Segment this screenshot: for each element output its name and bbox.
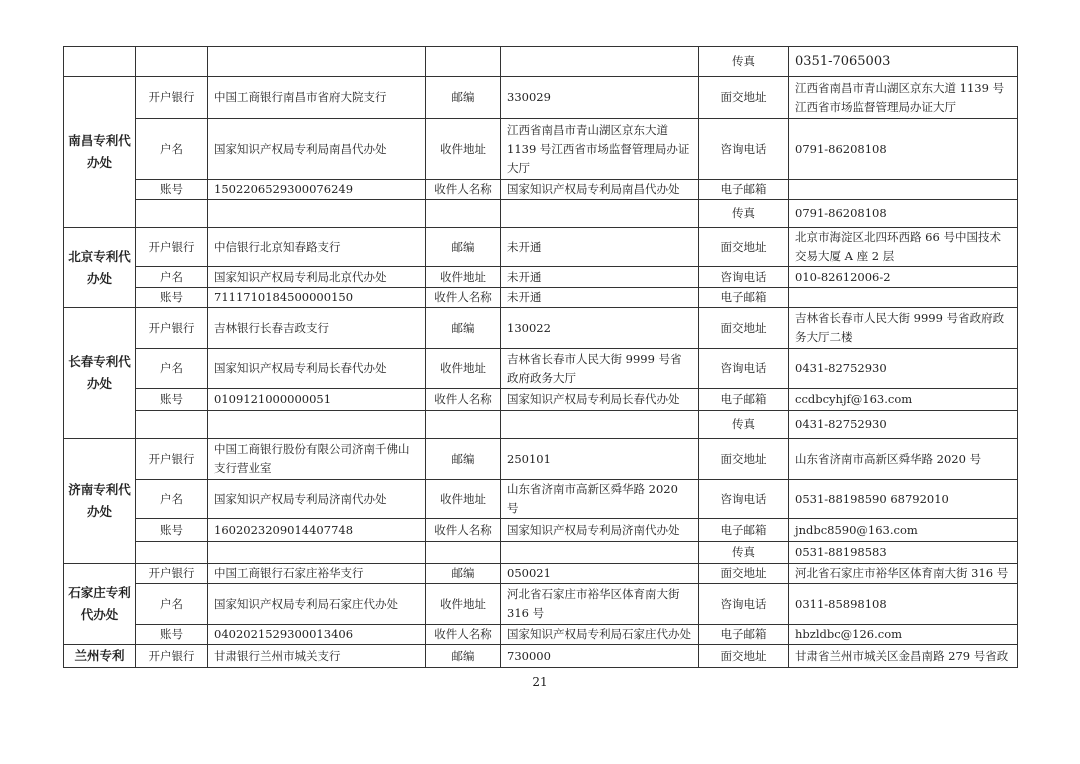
bank-value: 中国工商银行股份有限公司济南千佛山支行营业室 <box>208 439 426 480</box>
postcode-label: 邮编 <box>426 564 501 584</box>
table-row <box>64 308 1018 349</box>
holder-value: 国家知识产权局专利局石家庄代办处 <box>208 584 426 625</box>
holder-value: 国家知识产权局专利局南昌代办处 <box>208 119 426 180</box>
receive-address-label: 收件地址 <box>426 584 501 625</box>
recipient-value: 未开通 <box>501 288 699 308</box>
phone-value: 0311-85898108 <box>789 584 1018 625</box>
email-value <box>789 180 1018 200</box>
table-row <box>64 480 1018 519</box>
email-label: 电子邮箱 <box>699 288 789 308</box>
office-name-beijing: 北京专利代办处 <box>64 228 136 308</box>
submit-address-label: 面交地址 <box>699 77 789 119</box>
table-row <box>64 288 1018 308</box>
recipient-label: 收件人名称 <box>426 180 501 200</box>
email-label: 电子邮箱 <box>699 519 789 542</box>
fax-label: 传真 <box>699 47 789 77</box>
postcode-value: 250101 <box>501 439 699 480</box>
office-name-shijiazhuang: 石家庄专利代办处 <box>64 564 136 645</box>
bank-label: 开户银行 <box>136 439 208 480</box>
table-row <box>64 228 1018 267</box>
postcode-value: 730000 <box>501 645 699 668</box>
phone-label: 咨询电话 <box>699 584 789 625</box>
table-row <box>64 519 1018 542</box>
submit-address-value: 江西省南昌市青山湖区京东大道 1139 号江西省市场监督管理局办证大厅 <box>789 77 1018 119</box>
recipient-value: 国家知识产权局专利局长春代办处 <box>501 389 699 411</box>
office-name-nanchang: 南昌专利代办处 <box>64 77 136 228</box>
table-row <box>64 47 1018 77</box>
account-value: 0109121000000051 <box>208 389 426 411</box>
holder-value: 国家知识产权局专利局济南代办处 <box>208 480 426 519</box>
fax-label: 传真 <box>699 411 789 439</box>
receive-address-label: 收件地址 <box>426 119 501 180</box>
holder-label: 户名 <box>136 349 208 389</box>
phone-value: 0431-82752930 <box>789 349 1018 389</box>
account-value: 7111710184500000150 <box>208 288 426 308</box>
empty-cell <box>426 542 501 564</box>
receive-address-label: 收件地址 <box>426 480 501 519</box>
recipient-label: 收件人名称 <box>426 519 501 542</box>
email-value <box>789 288 1018 308</box>
phone-value: 010-82612006-2 <box>789 267 1018 288</box>
fax-value: 0531-88198583 <box>789 542 1018 564</box>
empty-cell <box>136 411 208 439</box>
empty-cell <box>208 542 426 564</box>
submit-address-label: 面交地址 <box>699 228 789 267</box>
phone-label: 咨询电话 <box>699 349 789 389</box>
empty-cell <box>208 411 426 439</box>
account-label: 账号 <box>136 389 208 411</box>
phone-value: 0791-86208108 <box>789 119 1018 180</box>
receive-address-value: 河北省石家庄市裕华区体育南大街 316 号 <box>501 584 699 625</box>
table-row <box>64 542 1018 564</box>
office-name-changchun: 长春专利代办处 <box>64 308 136 439</box>
bank-label: 开户银行 <box>136 228 208 267</box>
fax-label: 传真 <box>699 542 789 564</box>
empty-cell <box>208 47 426 77</box>
office-name-lanzhou: 兰州专利 <box>64 645 136 668</box>
email-label: 电子邮箱 <box>699 625 789 645</box>
postcode-label: 邮编 <box>426 439 501 480</box>
receive-address-value: 江西省南昌市青山湖区京东大道 1139 号江西省市场监督管理局办证大厅 <box>501 119 699 180</box>
office-name-jinan: 济南专利代办处 <box>64 439 136 564</box>
bank-value: 甘肃银行兰州市城关支行 <box>208 645 426 668</box>
bank-value: 中信银行北京知春路支行 <box>208 228 426 267</box>
page-number: 21 <box>532 675 548 689</box>
table-row <box>64 439 1018 480</box>
empty-cell <box>501 411 699 439</box>
empty-cell <box>136 47 208 77</box>
receive-address-label: 收件地址 <box>426 267 501 288</box>
table-row <box>64 77 1018 119</box>
phone-value: 0531-88198590 68792010 <box>789 480 1018 519</box>
table-row <box>64 564 1018 584</box>
postcode-label: 邮编 <box>426 645 501 668</box>
email-value: hbzldbc@126.com <box>789 625 1018 645</box>
fax-value: 0351-7065003 <box>789 47 1018 77</box>
email-value: jndbc8590@163.com <box>789 519 1018 542</box>
recipient-label: 收件人名称 <box>426 389 501 411</box>
empty-cell <box>501 47 699 77</box>
submit-address-value: 吉林省长春市人民大街 9999 号省政府政务大厅二楼 <box>789 308 1018 349</box>
submit-address-value: 山东省济南市高新区舜华路 2020 号 <box>789 439 1018 480</box>
bank-value: 吉林银行长春吉政支行 <box>208 308 426 349</box>
submit-address-label: 面交地址 <box>699 645 789 668</box>
account-value: 0402021529300013406 <box>208 625 426 645</box>
account-label: 账号 <box>136 180 208 200</box>
account-label: 账号 <box>136 519 208 542</box>
submit-address-value: 北京市海淀区北四环西路 66 号中国技术交易大厦 A 座 2 层 <box>789 228 1018 267</box>
postcode-value: 050021 <box>501 564 699 584</box>
receive-address-label: 收件地址 <box>426 349 501 389</box>
bank-label: 开户银行 <box>136 77 208 119</box>
table-row <box>64 180 1018 200</box>
table-row <box>64 645 1018 668</box>
table-row <box>64 267 1018 288</box>
postcode-label: 邮编 <box>426 308 501 349</box>
empty-cell <box>501 200 699 228</box>
empty-cell <box>136 200 208 228</box>
table-row <box>64 200 1018 228</box>
account-label: 账号 <box>136 288 208 308</box>
fax-label: 传真 <box>699 200 789 228</box>
recipient-label: 收件人名称 <box>426 288 501 308</box>
account-value: 1602023209014407748 <box>208 519 426 542</box>
postcode-value: 未开通 <box>501 228 699 267</box>
account-label: 账号 <box>136 625 208 645</box>
bank-value: 中国工商银行石家庄裕华支行 <box>208 564 426 584</box>
table-row <box>64 119 1018 180</box>
phone-label: 咨询电话 <box>699 119 789 180</box>
postcode-label: 邮编 <box>426 77 501 119</box>
postcode-value: 330029 <box>501 77 699 119</box>
submit-address-label: 面交地址 <box>699 564 789 584</box>
empty-cell <box>64 47 136 77</box>
bank-label: 开户银行 <box>136 564 208 584</box>
receive-address-value: 山东省济南市高新区舜华路 2020 号 <box>501 480 699 519</box>
table-row <box>64 584 1018 625</box>
bank-value: 中国工商银行南昌市省府大院支行 <box>208 77 426 119</box>
postcode-value: 130022 <box>501 308 699 349</box>
postcode-label: 邮编 <box>426 228 501 267</box>
table-row <box>64 411 1018 439</box>
holder-label: 户名 <box>136 584 208 625</box>
fax-value: 0431-82752930 <box>789 411 1018 439</box>
holder-value: 国家知识产权局专利局北京代办处 <box>208 267 426 288</box>
receive-address-value: 未开通 <box>501 267 699 288</box>
submit-address-label: 面交地址 <box>699 308 789 349</box>
phone-label: 咨询电话 <box>699 480 789 519</box>
recipient-label: 收件人名称 <box>426 625 501 645</box>
submit-address-value: 甘肃省兰州市城关区金昌南路 279 号省政 <box>789 645 1018 668</box>
empty-cell <box>501 542 699 564</box>
holder-label: 户名 <box>136 480 208 519</box>
table-row <box>64 389 1018 411</box>
empty-cell <box>426 47 501 77</box>
table-row <box>64 625 1018 645</box>
holder-label: 户名 <box>136 267 208 288</box>
account-value: 1502206529300076249 <box>208 180 426 200</box>
bank-label: 开户银行 <box>136 645 208 668</box>
empty-cell <box>426 200 501 228</box>
email-value: ccdbcyhjf@163.com <box>789 389 1018 411</box>
phone-label: 咨询电话 <box>699 267 789 288</box>
recipient-value: 国家知识产权局专利局济南代办处 <box>501 519 699 542</box>
receive-address-value: 吉林省长春市人民大街 9999 号省政府政务大厅 <box>501 349 699 389</box>
empty-cell <box>136 542 208 564</box>
fax-value: 0791-86208108 <box>789 200 1018 228</box>
recipient-value: 国家知识产权局专利局石家庄代办处 <box>501 625 699 645</box>
bank-label: 开户银行 <box>136 308 208 349</box>
holder-value: 国家知识产权局专利局长春代办处 <box>208 349 426 389</box>
patent-agency-table <box>63 46 1018 668</box>
submit-address-label: 面交地址 <box>699 439 789 480</box>
holder-label: 户名 <box>136 119 208 180</box>
email-label: 电子邮箱 <box>699 180 789 200</box>
submit-address-value: 河北省石家庄市裕华区体育南大街 316 号 <box>789 564 1018 584</box>
recipient-value: 国家知识产权局专利局南昌代办处 <box>501 180 699 200</box>
empty-cell <box>426 411 501 439</box>
empty-cell <box>208 200 426 228</box>
email-label: 电子邮箱 <box>699 389 789 411</box>
table-row <box>64 349 1018 389</box>
